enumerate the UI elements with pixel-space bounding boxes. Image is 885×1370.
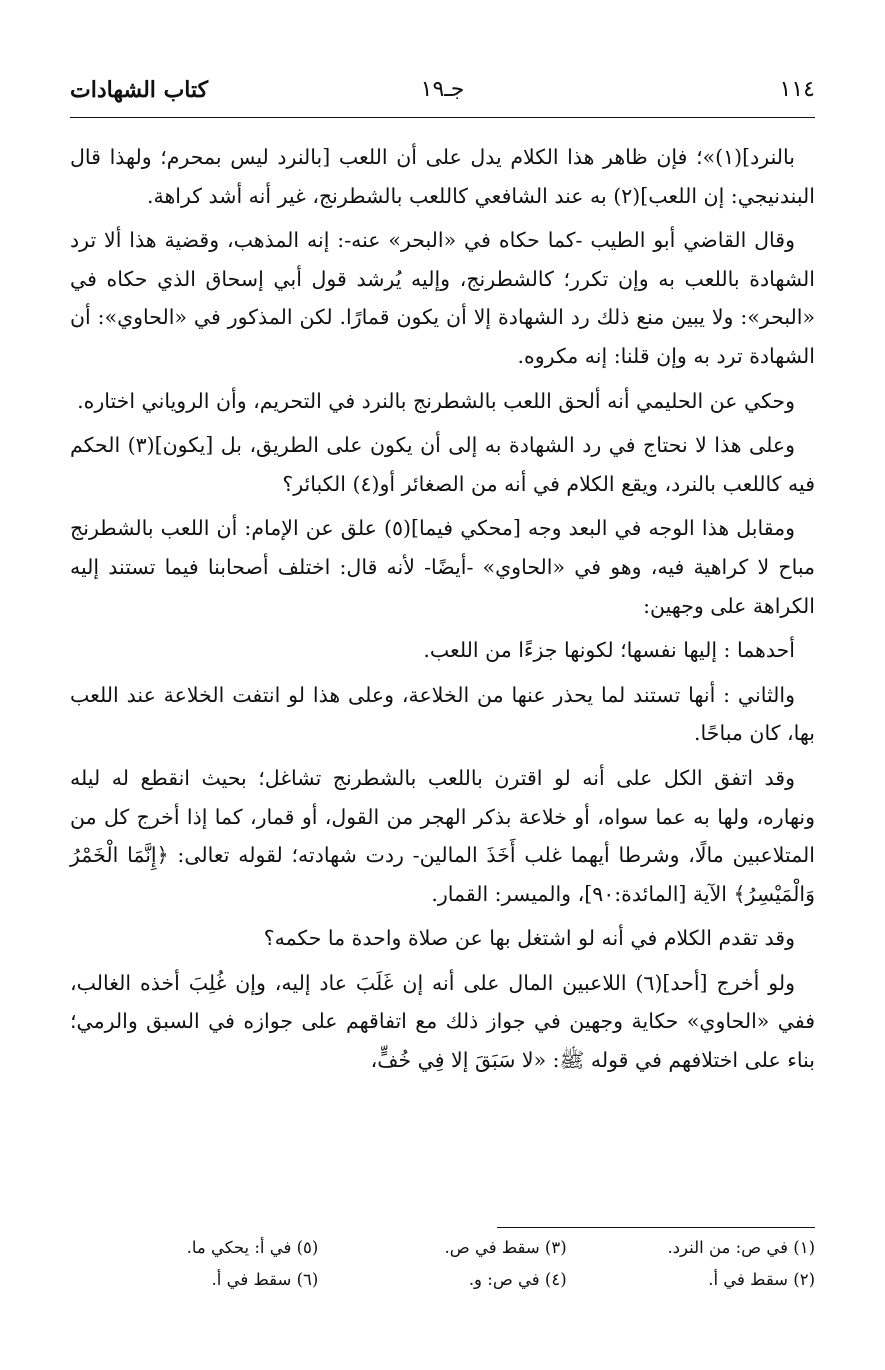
paragraph: وعلى هذا لا نحتاج في رد الشهادة به إلى أن يكون على الطريق، بل [يكون](٣) الحكم فيه كاللعب بالنرد، ويقع الكلام في أنه من الصغائر أو(٤) الكبائر؟ bbox=[70, 433, 815, 496]
paragraph: أحدهما : إليها نفسها؛ لكونها جزءًا من اللعب. bbox=[423, 638, 795, 663]
paragraph: ولو أخرج [أحد](٦) اللاعبين المال على أنه إن غَلَبَ عاد إليه، وإن غُلِبَ أخذه الغالب، ففي «الحاوي» حكاية وجهين في جواز ذلك مع اتفاقهم على جوازه في السبق والرمي؛ بناء على اختلافهم في قوله ﷺ: «لا سَبَقَ إلا فِي خُفٍّ، bbox=[70, 970, 815, 1073]
paragraph: والثاني : أنها تستند لما يحذر عنها من الخلاعة، وعلى هذا لو انتفت الخلاعة عند اللعب بها، كان مباحًا. bbox=[70, 682, 815, 746]
page-number: ١١٤ bbox=[779, 77, 815, 102]
paragraph: وقد اتفق الكل على أنه لو اقترن باللعب بالشطرنج تشاغل؛ بحيث انقطع له ليله ونهاره، ولها به عما سواه، أو خلاعة بذكر الهجر من القول، أو قمار، كما إذا أخرج كل من المتلاعبين مالًا، وشرطا أيهما غلب أَخَذَ المالين- ردت شهادته؛ لقوله تعالى: ﴿إِنَّمَا الْخَمْرُ وَالْمَيْسِرُ﴾ الآية [المائدة:٩٠]، والميسر: القمار. bbox=[70, 765, 815, 906]
footnote: (٢) سقط في أ. bbox=[708, 1270, 815, 1289]
footnote: (٣) سقط في ص. bbox=[444, 1238, 567, 1257]
running-header bbox=[70, 76, 815, 112]
paragraph: وقد تقدم الكلام في أنه لو اشتغل بها عن صلاة واحدة ما حكمه؟ bbox=[263, 926, 795, 951]
paragraph: وقال القاضي أبو الطيب -كما حكاه في «البحر» عنه-: إنه المذهب، وقضية هذا ألا ترد الشهادة باللعب به وإن تكرر؛ كالشطرنج، وإليه يُرشد قول أبي إسحاق الذي حكاه في «البحر»: ولا يبين منع ذلك رد الشهادة إلا أن يكون قمارًا. لكن المذكور في «الحاوي»: أن الشهادة ترد به وإن قلنا: إنه مكروه. bbox=[70, 228, 815, 368]
main-text bbox=[70, 138, 815, 1086]
footnote-divider bbox=[497, 1227, 815, 1228]
book-title: كتاب الشهادات bbox=[70, 77, 209, 103]
footnote: (١) في ص: من النرد. bbox=[667, 1238, 815, 1257]
paragraph: ومقابل هذا الوجه في البعد وجه [محكي فيما](٥) علق عن الإمام: أن اللعب بالشطرنج مباح لا كراهية فيه، وهو في «الحاوي» -أيضًا- لأنه قال: اختلف أصحابنا فيما تستند إليه الكراهة على وجهين: bbox=[70, 516, 815, 618]
volume-label: جـ١٩ bbox=[420, 77, 465, 102]
footnotes bbox=[70, 1238, 815, 1302]
footnote: (٥) في أ: يحكي ما. bbox=[186, 1238, 319, 1257]
header-divider bbox=[70, 117, 815, 118]
paragraph: بالنرد](١)»؛ فإن ظاهر هذا الكلام يدل على أن اللعب [بالنرد ليس بمحرم؛ ولهذا قال البندنيجي: إن اللعب](٢) به عند الشافعي كاللعب بالشطرنج، غير أنه أشد كراهة. bbox=[70, 145, 815, 208]
footnote: (٦) سقط في أ. bbox=[211, 1270, 319, 1289]
paragraph: وحكي عن الحليمي أنه ألحق اللعب بالشطرنج بالنرد في التحريم، وأن الروياني اختاره. bbox=[77, 388, 795, 413]
footnote: (٤) في ص: و. bbox=[468, 1270, 567, 1289]
